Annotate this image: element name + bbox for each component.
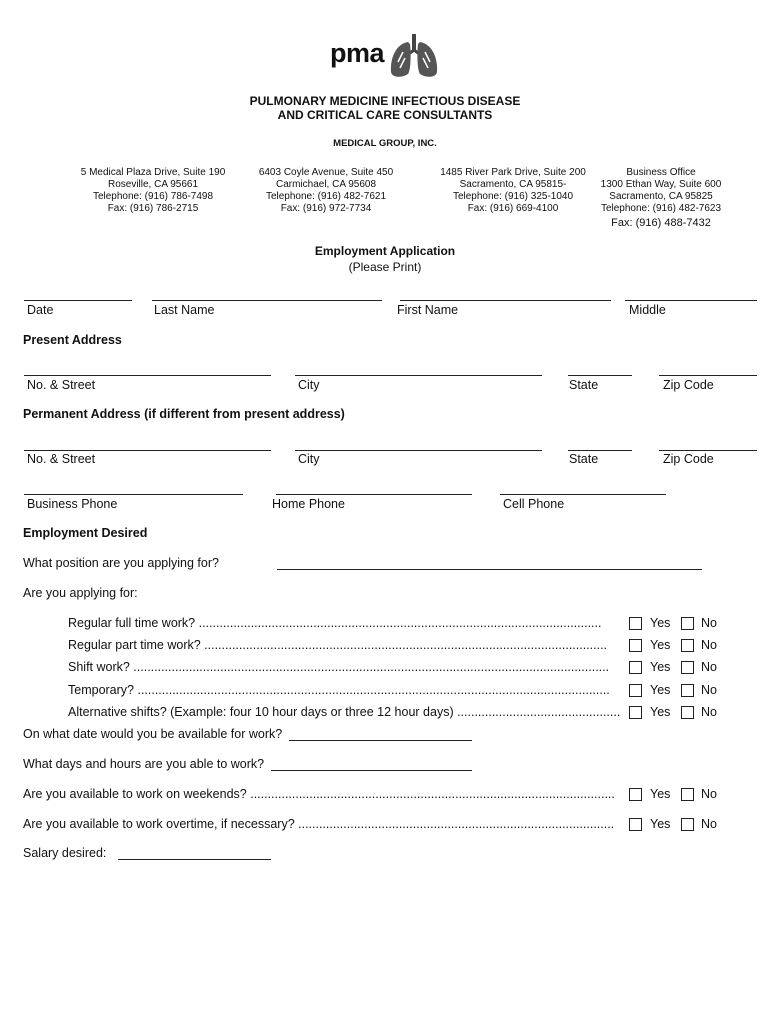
available-date-field[interactable]	[289, 740, 472, 741]
present-state-label: State	[569, 378, 599, 392]
date-field[interactable]	[24, 300, 132, 301]
option-shift-label: Shift work? .........................................................................................................................................	[68, 660, 610, 674]
office-line: 6403 Coyle Avenue, Suite 450	[258, 167, 394, 178]
date-label: Date	[27, 303, 54, 317]
yes-label: Yes	[650, 683, 671, 697]
temporary-yes-checkbox[interactable]	[629, 684, 642, 697]
office-roseville	[58, 167, 248, 215]
yes-label: Yes	[650, 616, 671, 630]
business-phone-label: Business Phone	[27, 497, 118, 511]
present-city-label: City	[298, 378, 320, 392]
business-phone-field[interactable]	[24, 494, 243, 495]
no-label: No	[701, 787, 717, 801]
full-time-yes-checkbox[interactable]	[629, 617, 642, 630]
cell-phone-label: Cell Phone	[503, 497, 565, 511]
weekends-yes-checkbox[interactable]	[629, 788, 642, 801]
office-business	[588, 167, 734, 229]
option-full-time-label: Regular full time work? ....................................................................................................................	[68, 616, 602, 630]
shift-no-checkbox[interactable]	[681, 661, 694, 674]
present-zip-field[interactable]	[659, 375, 757, 376]
logo-text: pma	[330, 38, 385, 68]
full-time-no-checkbox[interactable]	[681, 617, 694, 630]
office-line: Fax: (916) 488-7432	[611, 217, 711, 229]
first-name-label: First Name	[397, 303, 459, 317]
permanent-zip-label: Zip Code	[663, 452, 714, 466]
header-line1: PULMONARY MEDICINE INFECTIOUS DISEASE	[249, 94, 521, 108]
home-phone-field[interactable]	[276, 494, 472, 495]
present-city-field[interactable]	[295, 375, 542, 376]
permanent-state-label: State	[569, 452, 599, 466]
office-line: Carmichael, CA 95608	[275, 179, 377, 190]
form-subtitle: (Please Print)	[348, 260, 422, 274]
middle-name-field[interactable]	[625, 300, 757, 301]
office-line: Sacramento, CA 95815-	[459, 179, 567, 190]
days-hours-question: What days and hours are you able to work?	[23, 757, 265, 771]
office-line: 5 Medical Plaza Drive, Suite 190	[80, 167, 226, 178]
present-street-field[interactable]	[24, 375, 271, 376]
position-question: What position are you applying for?	[23, 556, 219, 570]
office-line: Sacramento, CA 95825	[609, 191, 713, 202]
overtime-question: Are you available to work overtime, if necessary? ...........................................................................................	[23, 817, 615, 831]
salary-question: Salary desired:	[23, 846, 107, 860]
office-line: Telephone: (916) 325-1040	[452, 191, 574, 202]
shift-yes-checkbox[interactable]	[629, 661, 642, 674]
first-name-field[interactable]	[400, 300, 611, 301]
cell-phone-field[interactable]	[500, 494, 666, 495]
part-time-yes-checkbox[interactable]	[629, 639, 642, 652]
available-date-question: On what date would you be available for work?	[23, 727, 283, 741]
no-label: No	[701, 817, 717, 831]
yes-label: Yes	[650, 660, 671, 674]
alternative-shifts-no-checkbox[interactable]	[681, 706, 694, 719]
weekends-question: Are you available to work on weekends? .........................................................................................................	[23, 787, 615, 801]
yes-label: Yes	[650, 787, 671, 801]
temporary-no-checkbox[interactable]	[681, 684, 694, 697]
last-name-label: Last Name	[154, 303, 215, 317]
office-line: Telephone: (916) 482-7623	[600, 203, 722, 214]
salary-field[interactable]	[118, 859, 271, 860]
overtime-no-checkbox[interactable]	[681, 818, 694, 831]
office-carmichael	[236, 167, 416, 215]
last-name-field[interactable]	[152, 300, 382, 301]
no-label: No	[701, 616, 717, 630]
office-line: Roseville, CA 95661	[107, 179, 199, 190]
office-line: Telephone: (916) 786-7498	[92, 191, 214, 202]
days-hours-field[interactable]	[271, 770, 472, 771]
permanent-city-label: City	[298, 452, 320, 466]
home-phone-label: Home Phone	[272, 497, 345, 511]
option-alternative-shifts-label: Alternative shifts? (Example: four 10 hour days or three 12 hour days) ...............................................	[68, 705, 621, 719]
no-label: No	[701, 705, 717, 719]
office-line: Fax: (916) 786-2715	[107, 203, 199, 214]
office-line: 1485 River Park Drive, Suite 200	[440, 167, 586, 178]
office-river-park	[420, 167, 606, 215]
permanent-street-field[interactable]	[24, 450, 271, 451]
present-state-field[interactable]	[568, 375, 632, 376]
option-part-time-label: Regular part time work? ....................................................................................................................	[68, 638, 608, 652]
option-temporary-label: Temporary? ........................................................................................................................................	[68, 683, 610, 697]
permanent-street-label: No. & Street	[27, 452, 96, 466]
applying-for-label: Are you applying for:	[23, 586, 138, 600]
office-line: Fax: (916) 669-4100	[467, 203, 559, 214]
permanent-city-field[interactable]	[295, 450, 542, 451]
office-line: Telephone: (916) 482-7621	[265, 191, 387, 202]
present-zip-label: Zip Code	[663, 378, 714, 392]
yes-label: Yes	[650, 705, 671, 719]
yes-label: Yes	[650, 638, 671, 652]
permanent-address-heading: Permanent Address (if different from present address)	[23, 407, 345, 421]
present-street-label: No. & Street	[27, 378, 96, 392]
header-line2: AND CRITICAL CARE CONSULTANTS	[277, 108, 493, 122]
office-line: Business Office	[626, 167, 696, 178]
header-group: MEDICAL GROUP, INC.	[333, 138, 437, 149]
position-field[interactable]	[277, 569, 702, 570]
office-line: 1300 Ethan Way, Suite 600	[600, 179, 722, 190]
overtime-yes-checkbox[interactable]	[629, 818, 642, 831]
no-label: No	[701, 683, 717, 697]
employment-desired-heading: Employment Desired	[23, 526, 148, 540]
alternative-shifts-yes-checkbox[interactable]	[629, 706, 642, 719]
form-title: Employment Application	[314, 244, 456, 258]
permanent-state-field[interactable]	[568, 450, 632, 451]
yes-label: Yes	[650, 817, 671, 831]
part-time-no-checkbox[interactable]	[681, 639, 694, 652]
permanent-zip-field[interactable]	[659, 450, 757, 451]
weekends-no-checkbox[interactable]	[681, 788, 694, 801]
middle-label: Middle	[629, 303, 666, 317]
lungs-icon	[388, 32, 440, 85]
no-label: No	[701, 638, 717, 652]
no-label: No	[701, 660, 717, 674]
present-address-heading: Present Address	[23, 333, 122, 347]
office-line: Fax: (916) 972-7734	[280, 203, 372, 214]
